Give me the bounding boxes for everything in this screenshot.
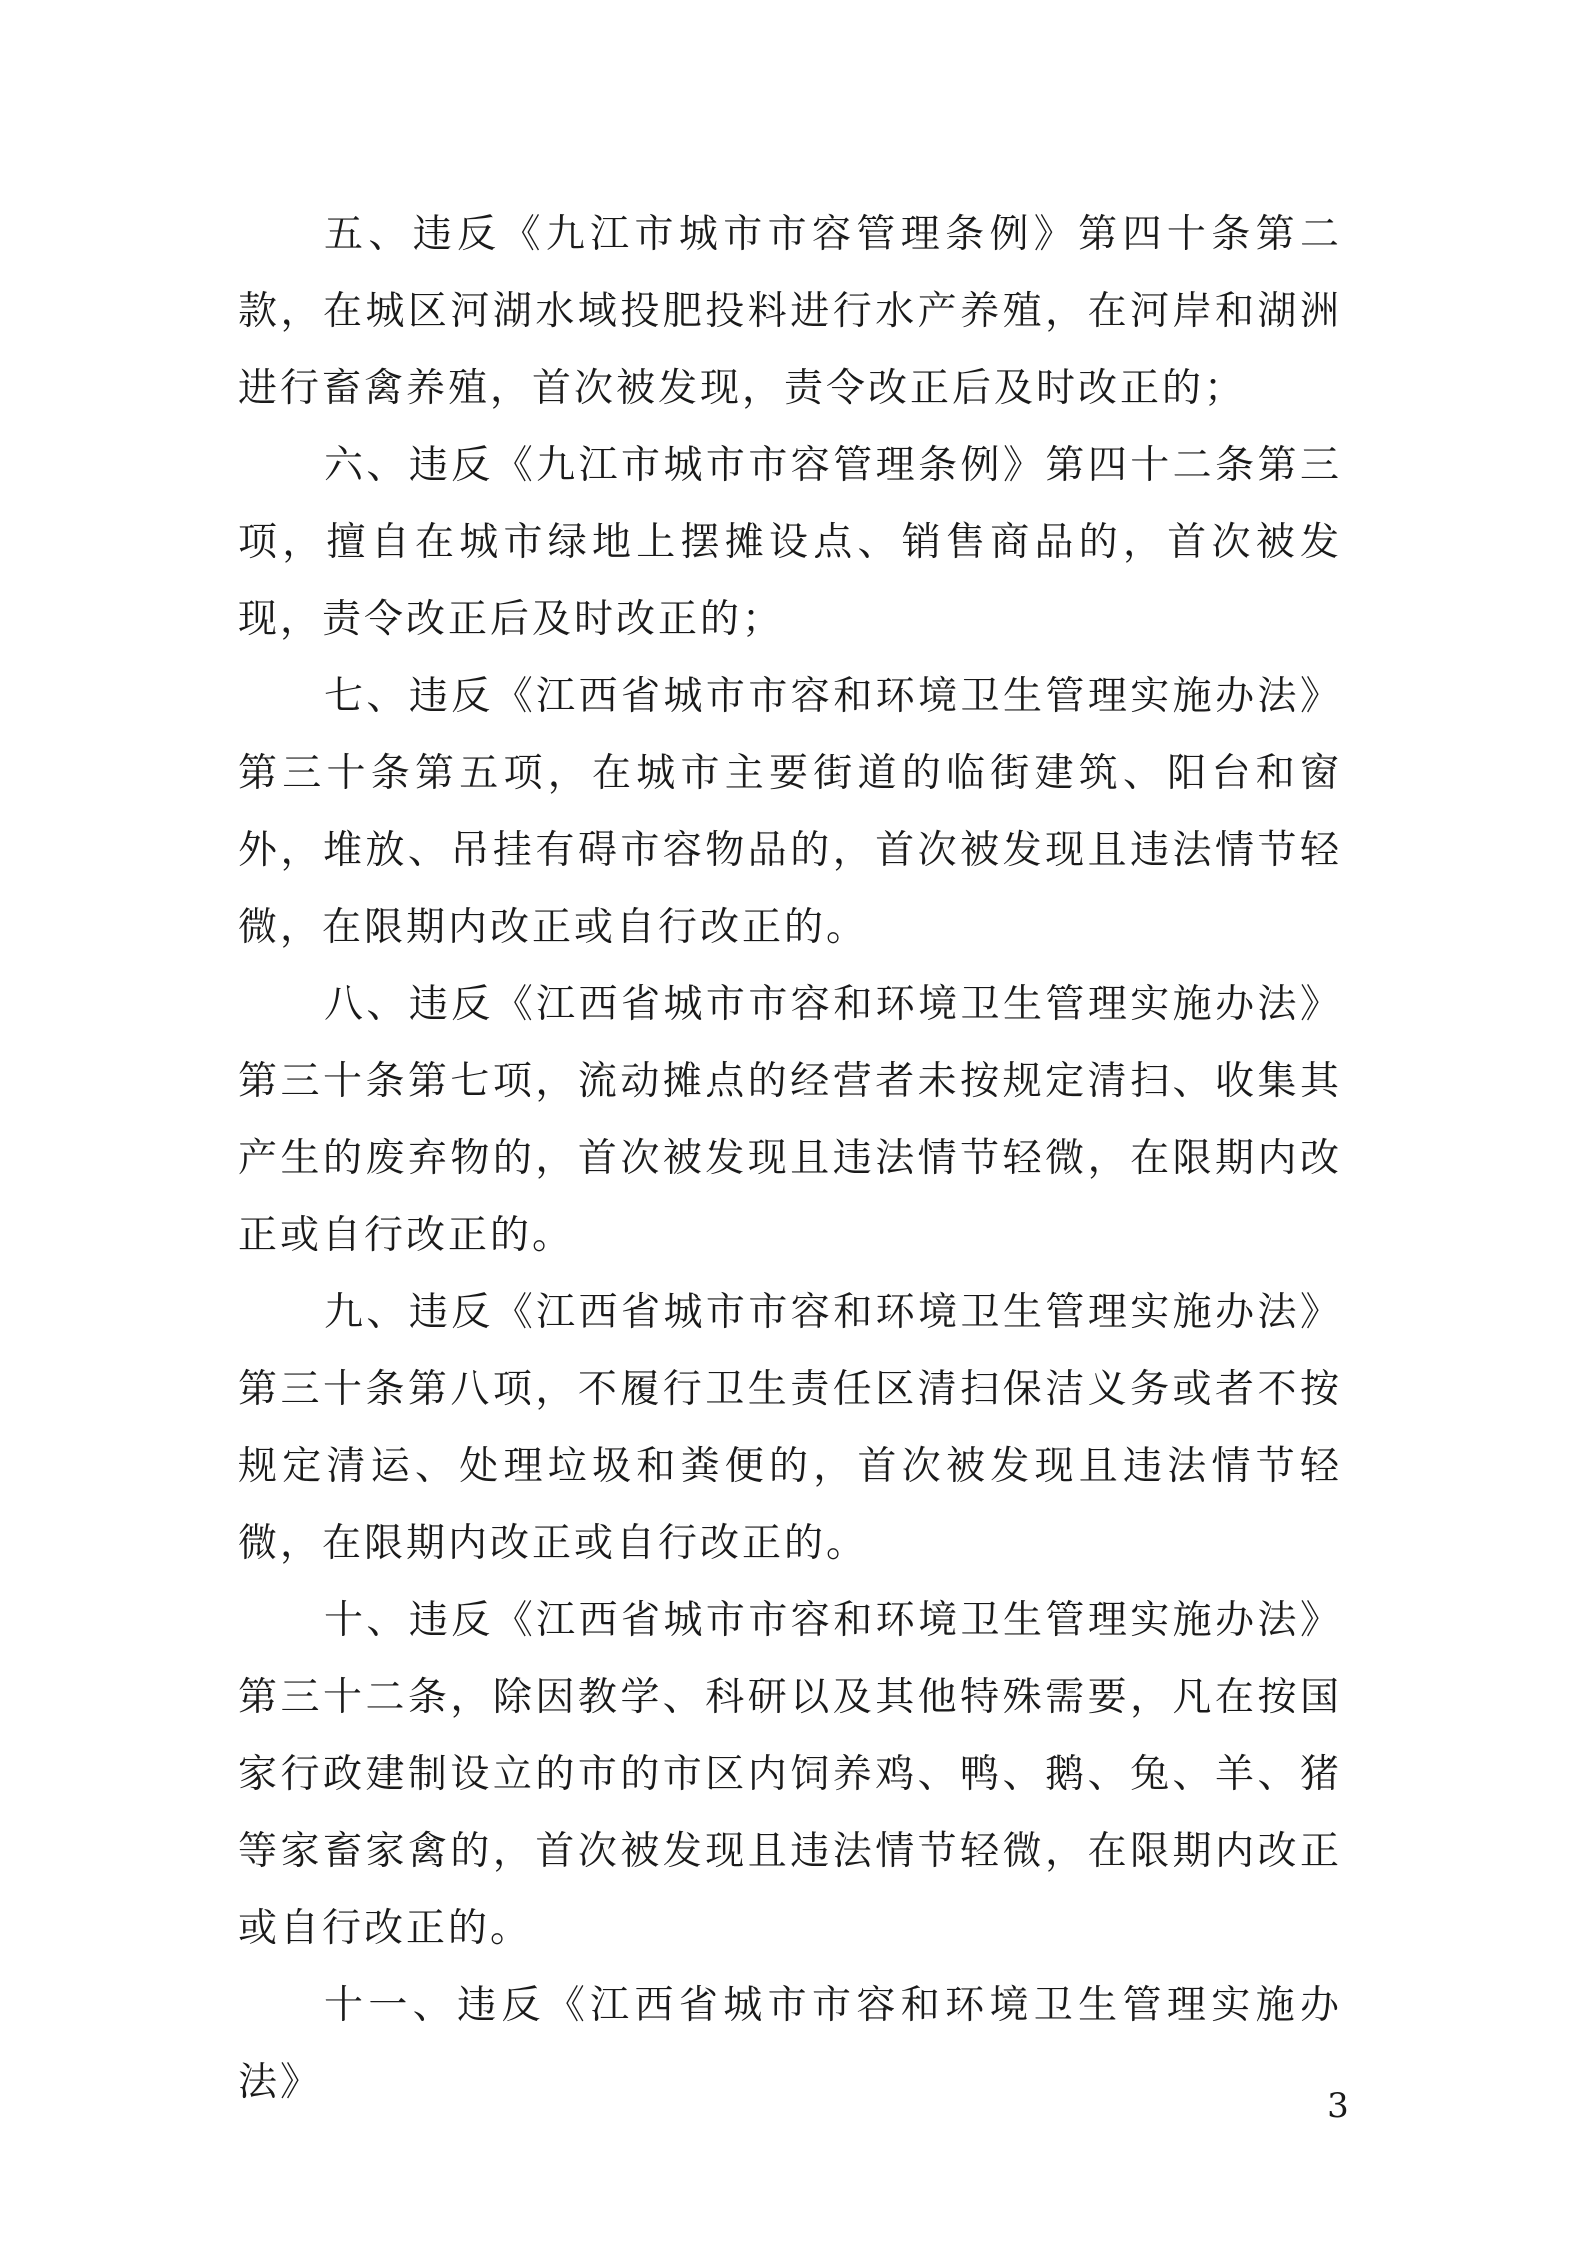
paragraph-item-5: 五、违反《九江市城市市容管理条例》第四十条第二款，在城区河湖水域投肥投料进行水产养殖，在河岸和湖洲进行畜禽养殖，首次被发现，责令改正后及时改正的； bbox=[238, 212, 1342, 411]
paragraph-item-10: 十、违反《江西省城市市容和环境卫生管理实施办法》第三十二条，除因教学、科研以及其他特殊需要，凡在按国家行政建制设立的市的市区内饲养鸡、鸭、鹅、兔、羊、猪等家畜家禽的，首次被发现且违法情节轻微，在限期内改正或自行改正的。 bbox=[238, 1598, 1342, 1951]
paragraph-item-9: 九、违反《江西省城市市容和环境卫生管理实施办法》第三十条第八项，不履行卫生责任区清扫保洁义务或者不按规定清运、处理垃圾和粪便的，首次被发现且违法情节轻微，在限期内改正或自行改正的。 bbox=[238, 1290, 1342, 1566]
paragraph-item-8: 八、违反《江西省城市市容和环境卫生管理实施办法》第三十条第七项，流动摊点的经营者未按规定清扫、收集其产生的废弃物的，首次被发现且违法情节轻微，在限期内改正或自行改正的。 bbox=[238, 982, 1342, 1258]
paragraph-item-7: 七、违反《江西省城市市容和环境卫生管理实施办法》第三十条第五项，在城市主要街道的临街建筑、阳台和窗外，堆放、吊挂有碍市容物品的，首次被发现且违法情节轻微，在限期内改正或自行改正的。 bbox=[238, 674, 1342, 950]
paragraph-item-6: 六、违反《九江市城市市容管理条例》第四十二条第三项，擅自在城市绿地上摆摊设点、销售商品的，首次被发现，责令改正后及时改正的； bbox=[238, 443, 1342, 642]
paragraph-item-11: 十一、违反《江西省城市市容和环境卫生管理实施办法》 bbox=[238, 1983, 1342, 2105]
document-body bbox=[238, 196, 1342, 2121]
page-number: 3 bbox=[1327, 2086, 1349, 2126]
